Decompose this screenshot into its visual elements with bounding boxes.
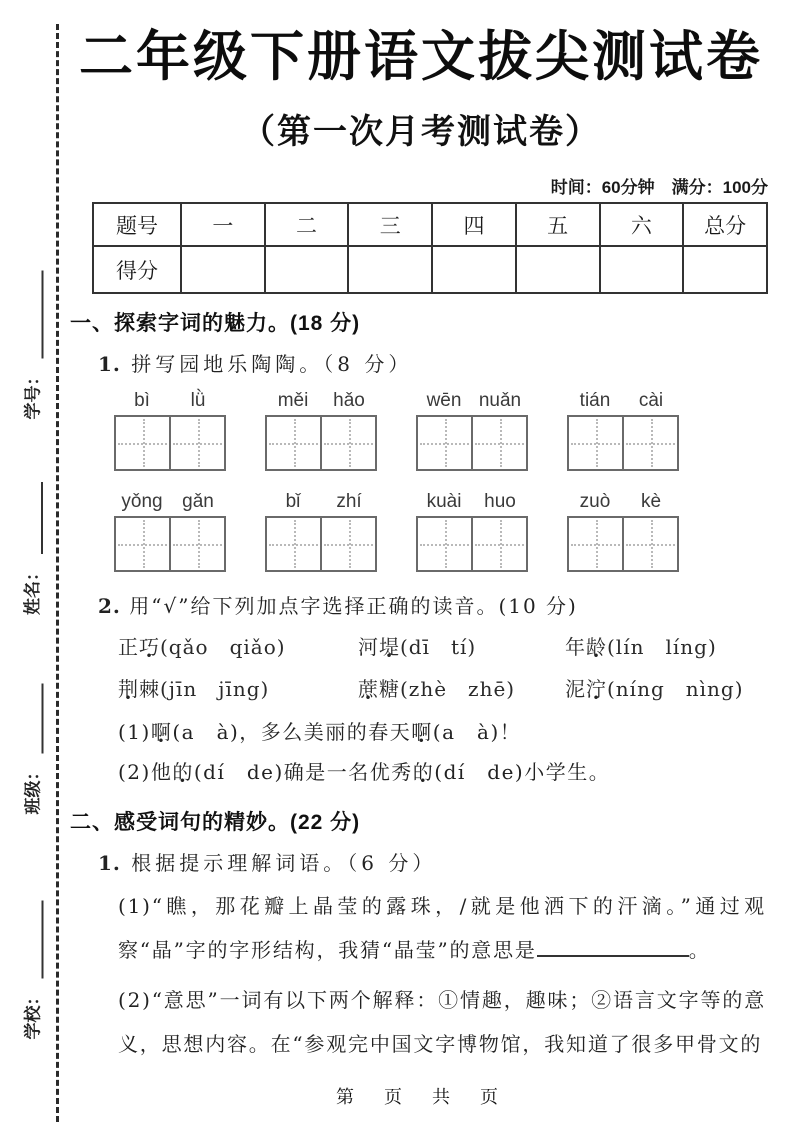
writing-cell[interactable] xyxy=(569,518,622,570)
line-part: (1) xyxy=(118,720,151,745)
score-cell-total[interactable] xyxy=(683,246,767,293)
paragraph-text: (2)“意思”一词有以下两个解释：①情趣，趣味；②语言文字等的意义，思想内容。在“参观完中国文字博物馆，我知道了很多甲骨文的 xyxy=(118,988,766,1057)
line-part: (2)他 xyxy=(118,760,173,785)
word-options: (qǎo qiǎo) xyxy=(160,635,286,660)
line-part: (a à)！ xyxy=(432,720,522,745)
class-blank[interactable] xyxy=(26,684,44,754)
line-part: (a à)，多么美丽的春天 xyxy=(172,720,412,745)
writing-cell[interactable] xyxy=(116,518,169,570)
word-pre: 正 xyxy=(118,635,139,660)
writing-cell[interactable] xyxy=(320,518,375,570)
pinyin-group-tiancai xyxy=(567,390,679,471)
q1-number: 1. xyxy=(98,352,121,377)
pinyin-syllable: zuò xyxy=(579,491,611,513)
writing-cell[interactable] xyxy=(267,518,320,570)
section2-q1-item1 xyxy=(118,884,766,972)
sidebar-field-name xyxy=(17,425,43,615)
word-jingji[interactable] xyxy=(118,674,358,704)
name-label: 姓名： xyxy=(23,564,42,615)
pinyin-syllable: zhí xyxy=(336,491,362,513)
pinyin-group-wennuan xyxy=(416,390,528,471)
word-dotted-char: 泞 xyxy=(586,677,607,702)
word-nianling[interactable] xyxy=(565,632,772,662)
section1-q1-prompt xyxy=(98,348,772,377)
sidebar-field-student-number xyxy=(18,205,44,420)
word-zhetang[interactable] xyxy=(358,674,565,704)
writing-grid[interactable] xyxy=(567,516,679,572)
writing-grid[interactable] xyxy=(416,516,528,572)
pinyin-syllable: tián xyxy=(579,390,611,412)
writing-grid[interactable] xyxy=(114,415,226,471)
section2-q1-prompt xyxy=(98,847,772,876)
pinyin-syllable: cài xyxy=(638,390,664,412)
pinyin-syllable: nuǎn xyxy=(478,390,522,412)
writing-cell[interactable] xyxy=(169,417,224,469)
score-table-header-1: 一 xyxy=(181,203,265,246)
writing-cell[interactable] xyxy=(169,518,224,570)
pinyin-syllable: huo xyxy=(484,491,516,513)
writing-grid[interactable] xyxy=(567,415,679,471)
writing-cell[interactable] xyxy=(418,518,471,570)
score-cell-2[interactable] xyxy=(265,246,349,293)
time-score-info: 时间：60分钟 满分：100分 xyxy=(550,178,768,198)
student-number-label: 学号： xyxy=(23,368,43,420)
q1-text: 拼写园地乐陶陶。（8 分） xyxy=(131,352,413,377)
page-title: 二年级下册语文拔尖测试卷 xyxy=(79,27,763,87)
writing-cell[interactable] xyxy=(471,417,526,469)
page-footer: 第 页 共 页 xyxy=(336,1087,504,1107)
pronunciation-row-2 xyxy=(118,674,772,712)
pinyin-syllable: bì xyxy=(134,390,150,412)
line-dotted-char: 啊 • xyxy=(151,712,173,752)
score-table-header-tihao: 题号 xyxy=(93,203,181,246)
pronunciation-row-1 xyxy=(118,632,772,670)
pinyin-syllable: bǐ xyxy=(285,491,301,513)
answer-blank[interactable] xyxy=(537,937,689,957)
writing-cell[interactable] xyxy=(622,518,677,570)
line-dotted-char: 的 • xyxy=(413,752,435,792)
section1-heading: 一、探索字词的魅力。(18 分) xyxy=(70,312,361,336)
q2-text: 用“√”给下列加点字选择正确的读音。(10 分) xyxy=(129,594,578,619)
section1-q2-prompt xyxy=(98,590,772,619)
word-pre: 河 xyxy=(358,635,379,660)
school-blank[interactable] xyxy=(26,901,44,979)
word-options: (dī tí) xyxy=(400,635,477,660)
q2-subitem-2[interactable] xyxy=(118,752,772,792)
word-nining[interactable] xyxy=(565,674,772,704)
score-cell-6[interactable] xyxy=(600,246,684,293)
score-cell-5[interactable] xyxy=(516,246,600,293)
writing-grid[interactable] xyxy=(265,415,377,471)
section2-q1-item2 xyxy=(118,978,766,1066)
word-pre: 年 xyxy=(565,635,586,660)
pinyin-group-yonggan xyxy=(114,491,226,572)
writing-grid[interactable] xyxy=(265,516,377,572)
pinyin-syllable: hǎo xyxy=(333,390,365,412)
paragraph-text: 。 xyxy=(688,938,711,963)
pinyin-syllable: kè xyxy=(640,491,662,513)
q2-subitem-1[interactable] xyxy=(118,712,772,752)
score-table-header-total: 总分 xyxy=(683,203,767,246)
word-dotted-char: 龄 xyxy=(586,635,607,660)
pinyin-group-bilv xyxy=(114,390,226,471)
student-number-blank[interactable] xyxy=(26,271,44,359)
word-dotted-char: 荆 xyxy=(118,677,139,702)
sidebar-field-class xyxy=(18,630,44,815)
score-table-header-4: 四 xyxy=(432,203,516,246)
writing-grid[interactable] xyxy=(416,415,528,471)
writing-cell[interactable] xyxy=(622,417,677,469)
binding-dashed-line xyxy=(56,24,59,1122)
pinyin-row-2 xyxy=(114,491,772,572)
score-table-header-6: 六 xyxy=(600,203,684,246)
pinyin-syllable: lǜ xyxy=(190,390,206,412)
pinyin-syllable: yǒng xyxy=(121,491,163,513)
writing-cell[interactable] xyxy=(569,417,622,469)
word-dotted-char: 堤 xyxy=(379,635,400,660)
word-options: (lín líng) xyxy=(607,635,717,660)
word-pre: 泥 xyxy=(565,677,586,702)
pinyin-row-1 xyxy=(114,390,772,471)
line-part: (dí de)确是一名优秀 xyxy=(193,760,413,785)
writing-cell[interactable] xyxy=(471,518,526,570)
pinyin-group-zuoke xyxy=(567,491,679,572)
exam-content xyxy=(70,0,772,1066)
pinyin-syllable: měi xyxy=(277,390,309,412)
word-dotted-char: 巧 xyxy=(139,635,160,660)
word-options: (níng nìng) xyxy=(607,677,744,702)
score-cell-1[interactable] xyxy=(181,246,265,293)
word-zhengqiao[interactable] xyxy=(118,632,358,662)
section2-heading: 二、感受词句的精妙。(22 分) xyxy=(70,811,361,835)
pinyin-syllable: gǎn xyxy=(182,491,214,513)
word-dotted-char: 蔗 xyxy=(358,677,379,702)
score-table-header-3: 三 xyxy=(348,203,432,246)
pinyin-group-meihao xyxy=(265,390,377,471)
word-options: 棘(jīn jīng) xyxy=(139,677,270,702)
line-dotted-char: 的 • xyxy=(172,752,194,792)
writing-cell[interactable] xyxy=(267,417,320,469)
q2-number: 2. xyxy=(98,594,121,619)
writing-cell[interactable] xyxy=(418,417,471,469)
s2q1-number: 1. xyxy=(98,851,121,876)
line-dotted-char: 啊 • xyxy=(411,712,433,752)
sidebar-field-school xyxy=(18,845,44,1040)
class-label: 班级： xyxy=(23,763,43,815)
line-part: (dí de)小学生。 xyxy=(434,760,611,785)
pinyin-group-bizhi xyxy=(265,491,377,572)
writing-grid[interactable] xyxy=(114,516,226,572)
pinyin-group-kuaihuo xyxy=(416,491,528,572)
score-row-label: 得分 xyxy=(93,246,181,293)
writing-cell[interactable] xyxy=(116,417,169,469)
s2q1-text: 根据提示理解词语。（6 分） xyxy=(131,851,437,876)
score-table-header-5: 五 xyxy=(516,203,600,246)
paragraph-text: (1)“瞧，那花瓣上晶莹的露珠，/就是他洒下的汗滴。”通过观察“晶”字的字形结构，我猜“晶莹”的意思是 xyxy=(118,894,766,963)
score-table xyxy=(92,202,768,294)
word-hedi[interactable] xyxy=(358,632,565,662)
name-blank[interactable] xyxy=(25,482,43,554)
score-table-header-2: 二 xyxy=(265,203,349,246)
score-cell-4[interactable] xyxy=(432,246,516,293)
score-cell-3[interactable] xyxy=(348,246,432,293)
page-subtitle: （第一次月考测试卷） xyxy=(241,113,601,152)
pinyin-syllable: wēn xyxy=(426,390,462,412)
writing-cell[interactable] xyxy=(320,417,375,469)
pinyin-syllable: kuài xyxy=(426,491,462,513)
word-options: 糖(zhè zhē) xyxy=(379,677,516,702)
school-label: 学校： xyxy=(23,988,43,1040)
